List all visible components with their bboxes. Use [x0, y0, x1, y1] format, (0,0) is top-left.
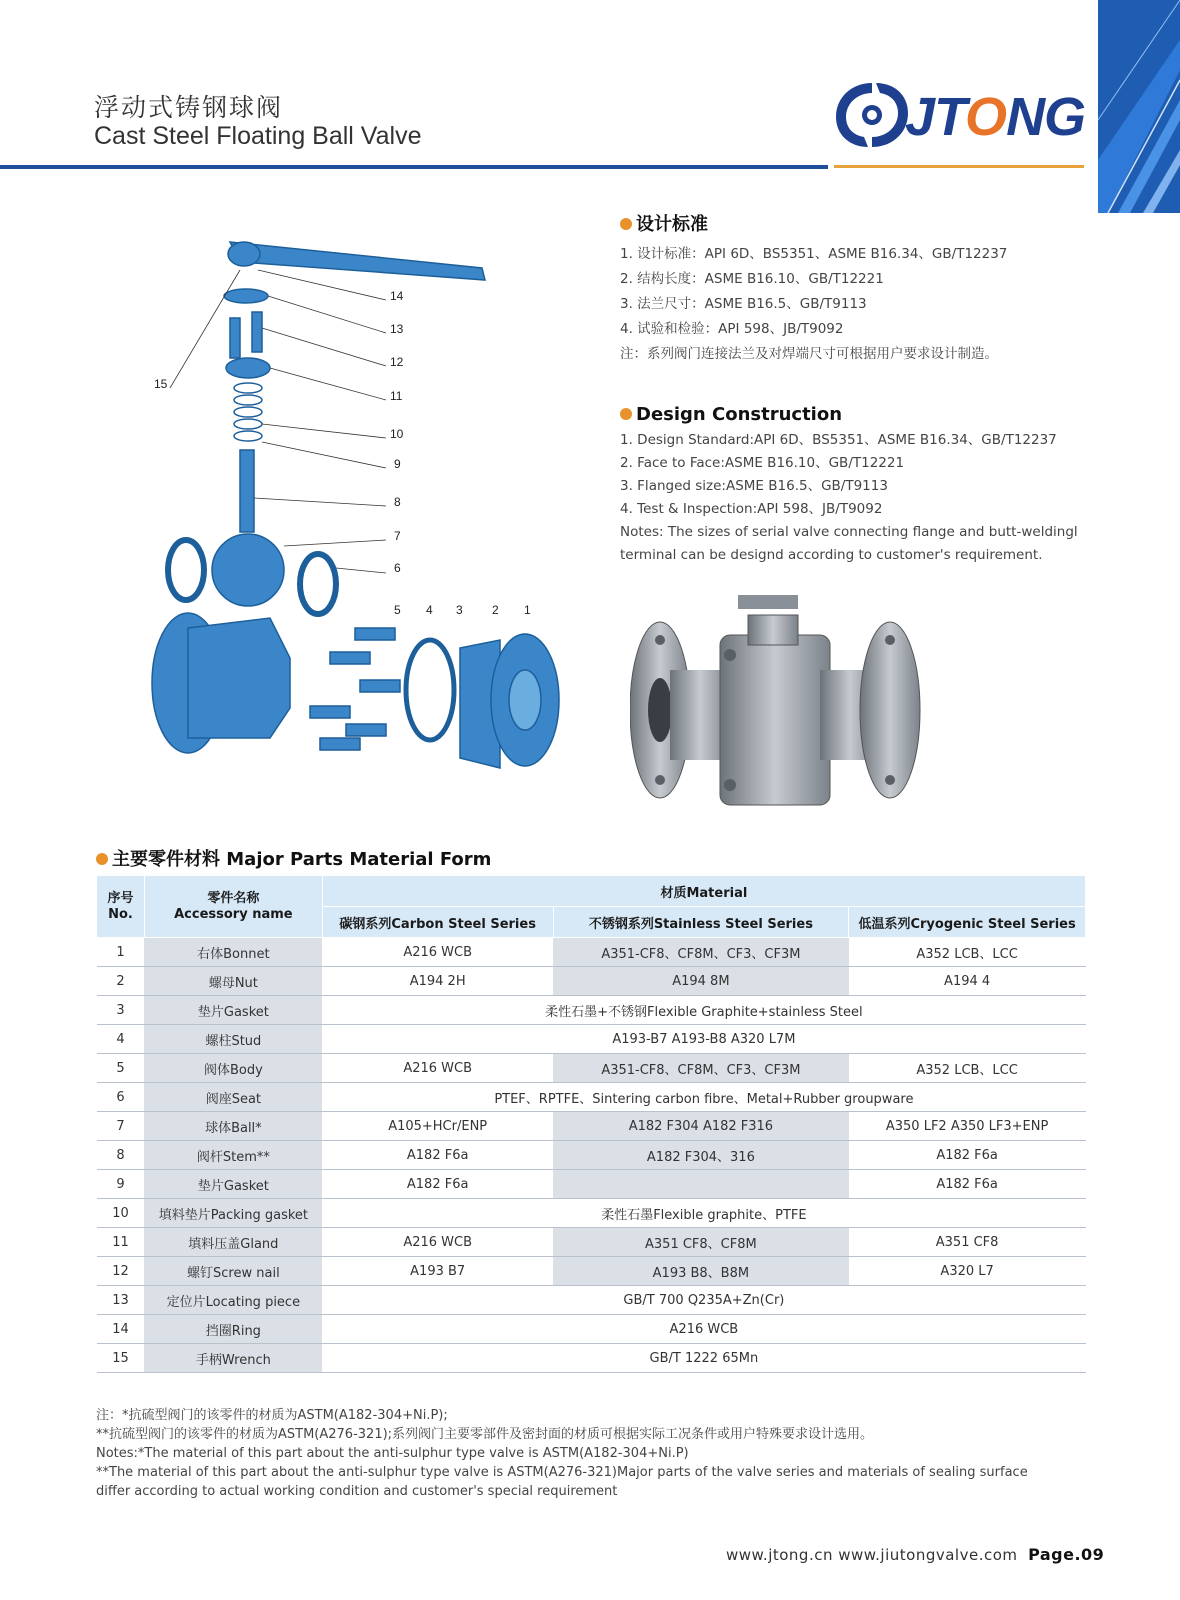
- cell-no: 6: [97, 1083, 145, 1112]
- cell-cryogenic: A182 F6a: [849, 1141, 1086, 1170]
- cell-carbon: A216 WCB: [322, 1228, 553, 1257]
- cell-carbon: A194 2H: [322, 967, 553, 996]
- cell-part-name: 手柄Wrench: [144, 1344, 322, 1373]
- col-header-no-cn: 序号: [107, 890, 134, 906]
- col-header-material: 材质Material: [322, 876, 1085, 907]
- page-number: Page.09: [1028, 1545, 1105, 1564]
- cell-part-name: 垫片Gasket: [144, 1170, 322, 1199]
- col-header-cryogenic: 低温系列Cryogenic Steel Series: [849, 907, 1086, 938]
- cell-no: 15: [97, 1344, 145, 1373]
- bullet-icon: [620, 408, 632, 420]
- spec-line: 3. Flanged size:ASME B16.5、GB/T9113: [620, 478, 888, 494]
- callout-14: 14: [390, 289, 404, 303]
- header-divider-accent: [834, 165, 1084, 168]
- cell-no: 14: [97, 1315, 145, 1344]
- cell-part-name: 定位片Locating piece: [144, 1286, 322, 1315]
- logo-text-pre: JT: [905, 87, 966, 147]
- cell-carbon: A182 F6a: [322, 1170, 553, 1199]
- section-title: 设计标准: [636, 214, 708, 235]
- cell-cryogenic: A194 4: [849, 967, 1086, 996]
- logo-mark-icon: [832, 75, 912, 155]
- cell-part-name: 螺母Nut: [144, 967, 322, 996]
- parts-material-table: [96, 875, 1086, 1373]
- cell-part-name: 球体Ball*: [144, 1112, 322, 1141]
- callout-5: 5: [394, 603, 401, 617]
- col-header-stainless: 不锈钢系列Stainless Steel Series: [553, 907, 849, 938]
- callout-8: 8: [394, 495, 401, 509]
- col-header-no: [97, 876, 145, 938]
- page-footer: [726, 1545, 1104, 1564]
- parts-table-title-text: 主要零件材料 Major Parts Material Form: [112, 849, 492, 870]
- exploded-valve-diagram: [140, 228, 600, 788]
- design-construction-en-section: [620, 404, 1090, 567]
- bullet-icon: [96, 853, 108, 865]
- page-title-en: Cast Steel Floating Ball Valve: [94, 122, 422, 150]
- table-row: [97, 1112, 1086, 1141]
- page-title-cn: 浮动式铸钢球阀: [94, 93, 284, 122]
- cell-cryogenic: A350 LF2 A350 LF3+ENP: [849, 1112, 1086, 1141]
- note-line: Notes:*The material of this part about the anti-sulphur type valve is ASTM(A182-304+Ni.P): [96, 1446, 689, 1461]
- cell-cryogenic: A352 LCB、LCC: [849, 1054, 1086, 1083]
- cell-part-name: 右体Bonnet: [144, 938, 322, 967]
- table-row: [97, 1025, 1086, 1054]
- parts-table-title: [96, 845, 491, 871]
- cell-part-name: 阀体Body: [144, 1054, 322, 1083]
- cell-no: 13: [97, 1286, 145, 1315]
- spec-line: 4. Test & Inspection:API 598、JB/T9092: [620, 501, 883, 517]
- table-row: [97, 1315, 1086, 1344]
- cell-stainless: A351-CF8、CF8M、CF3、CF3M: [553, 1054, 849, 1083]
- spec-line: 2. Face to Face:ASME B16.10、GB/T12221: [620, 455, 905, 471]
- cell-cryogenic: A320 L7: [849, 1257, 1086, 1286]
- table-row: [97, 967, 1086, 996]
- cell-carbon: A216 WCB: [322, 1054, 553, 1083]
- callout-9: 9: [394, 457, 401, 471]
- callout-11: 11: [390, 389, 403, 403]
- spec-line: 1. 设计标准：API 6D、BS5351、ASME B16.34、GB/T12237: [620, 246, 1008, 262]
- cell-material-all: GB/T 1222 65Mn: [322, 1344, 1085, 1373]
- valve-product-photo: [630, 585, 930, 835]
- cell-no: 4: [97, 1025, 145, 1054]
- callout-1: 1: [524, 603, 531, 617]
- header-divider: [0, 165, 828, 169]
- spec-note: Notes: The sizes of serial valve connecting flange and butt-weldingl: [620, 524, 1078, 540]
- table-row: [97, 1170, 1086, 1199]
- spec-line: 1. Design Standard:API 6D、BS5351、ASME B16.34、GB/T12237: [620, 432, 1057, 448]
- cell-stainless: A182 F304、316: [553, 1141, 849, 1170]
- table-notes: [96, 1406, 1086, 1501]
- table-row: [97, 996, 1086, 1025]
- cell-no: 1: [97, 938, 145, 967]
- table-row: [97, 1199, 1086, 1228]
- table-row: [97, 1286, 1086, 1315]
- footer-urls: www.jtong.cn www.jiutongvalve.com: [726, 1546, 1018, 1564]
- cell-no: 2: [97, 967, 145, 996]
- cell-part-name: 阀杆Stem**: [144, 1141, 322, 1170]
- cell-part-name: 阀座Seat: [144, 1083, 322, 1112]
- callout-10: 10: [390, 427, 404, 441]
- note-line: 注：*抗硫型阀门的该零件的材质为ASTM(A182-304+Ni.P);: [96, 1408, 448, 1423]
- cell-part-name: 螺柱Stud: [144, 1025, 322, 1054]
- cell-carbon: A216 WCB: [322, 938, 553, 967]
- cell-no: 10: [97, 1199, 145, 1228]
- cell-stainless: A193 B8、B8M: [553, 1257, 849, 1286]
- section-heading: [620, 210, 1090, 236]
- cell-no: 11: [97, 1228, 145, 1257]
- logo-wordmark: [905, 86, 1085, 148]
- bullet-icon: [620, 218, 632, 230]
- cell-stainless: A194 8M: [553, 967, 849, 996]
- cell-stainless: A351-CF8、CF8M、CF3、CF3M: [553, 938, 849, 967]
- cell-material-all: 柔性石墨+不锈钢Flexible Graphite+stainless Steel: [322, 996, 1085, 1025]
- cell-no: 9: [97, 1170, 145, 1199]
- table-row: [97, 1228, 1086, 1257]
- cell-no: 3: [97, 996, 145, 1025]
- spec-line: 2. 结构长度：ASME B16.10、GB/T12221: [620, 271, 884, 287]
- corner-decoration: [1098, 0, 1180, 213]
- logo-text-post: NG: [1006, 87, 1086, 147]
- cell-material-all: PTEF、RPTFE、Sintering carbon fibre、Metal+Rubber groupware: [322, 1083, 1085, 1112]
- callout-7: 7: [394, 529, 401, 543]
- table-row: [97, 938, 1086, 967]
- callout-4: 4: [426, 603, 433, 617]
- cell-part-name: 螺钉Screw nail: [144, 1257, 322, 1286]
- col-header-name: [144, 876, 322, 938]
- cell-carbon: A182 F6a: [322, 1141, 553, 1170]
- col-header-name-cn: 零件名称: [207, 890, 260, 906]
- callout-6: 6: [394, 561, 401, 575]
- cell-no: 12: [97, 1257, 145, 1286]
- callout-13: 13: [390, 322, 404, 336]
- cell-stainless: [553, 1170, 849, 1199]
- cell-material-all: GB/T 700 Q235A+Zn(Cr): [322, 1286, 1085, 1315]
- cell-part-name: 填料压盖Gland: [144, 1228, 322, 1257]
- cell-cryogenic: A351 CF8: [849, 1228, 1086, 1257]
- callout-2: 2: [492, 603, 499, 617]
- cell-carbon: A105+HCr/ENP: [322, 1112, 553, 1141]
- cell-no: 7: [97, 1112, 145, 1141]
- table-row: [97, 1344, 1086, 1373]
- cell-material-all: A216 WCB: [322, 1315, 1085, 1344]
- cell-no: 8: [97, 1141, 145, 1170]
- note-line: **The material of this part about the anti-sulphur type valve is ASTM(A276-321)Major parts of the valve series and materials of sealing surface: [96, 1465, 1028, 1480]
- section-heading: [620, 404, 1090, 425]
- table-row: [97, 1083, 1086, 1112]
- cell-part-name: 垫片Gasket: [144, 996, 322, 1025]
- cell-cryogenic: A182 F6a: [849, 1170, 1086, 1199]
- table-row: [97, 1141, 1086, 1170]
- note-line: differ according to actual working condition and customer's special requirement: [96, 1484, 618, 1499]
- table-row: [97, 1054, 1086, 1083]
- callout-15: 15: [154, 377, 168, 391]
- cell-carbon: A193 B7: [322, 1257, 553, 1286]
- col-header-name-en: Accessory name: [174, 906, 293, 922]
- cell-part-name: 挡圈Ring: [144, 1315, 322, 1344]
- cell-stainless: A351 CF8、CF8M: [553, 1228, 849, 1257]
- cell-no: 5: [97, 1054, 145, 1083]
- spec-line: 4. 试验和检验：API 598、JB/T9092: [620, 321, 844, 337]
- callout-3: 3: [456, 603, 463, 617]
- callout-12: 12: [390, 355, 404, 369]
- logo-text-o: O: [965, 87, 1007, 147]
- cell-cryogenic: A352 LCB、LCC: [849, 938, 1086, 967]
- spec-note: terminal can be designd according to customer's requirement.: [620, 547, 1043, 563]
- col-header-no-en: No.: [108, 906, 133, 922]
- spec-note: 注：系列阀门连接法兰及对焊端尺寸可根据用户要求设计制造。: [620, 346, 998, 362]
- col-header-carbon: 碳钢系列Carbon Steel Series: [322, 907, 553, 938]
- cell-material-all: 柔性石墨Flexible graphite、PTFE: [322, 1199, 1085, 1228]
- parts-table-body: [97, 938, 1086, 1373]
- section-title: Design Construction: [636, 404, 843, 425]
- spec-line: 3. 法兰尺寸：ASME B16.5、GB/T9113: [620, 296, 867, 312]
- cell-stainless: A182 F304 A182 F316: [553, 1112, 849, 1141]
- table-row: [97, 1257, 1086, 1286]
- cell-material-all: A193-B7 A193-B8 A320 L7M: [322, 1025, 1085, 1054]
- note-line: **抗硫型阀门的该零件的材质为ASTM(A276-321);系列阀门主要零部件及密封面的材质可根据实际工况条件或用户特殊要求设计选用。: [96, 1427, 874, 1442]
- cell-part-name: 填料垫片Packing gasket: [144, 1199, 322, 1228]
- design-standard-cn-section: [620, 210, 1090, 367]
